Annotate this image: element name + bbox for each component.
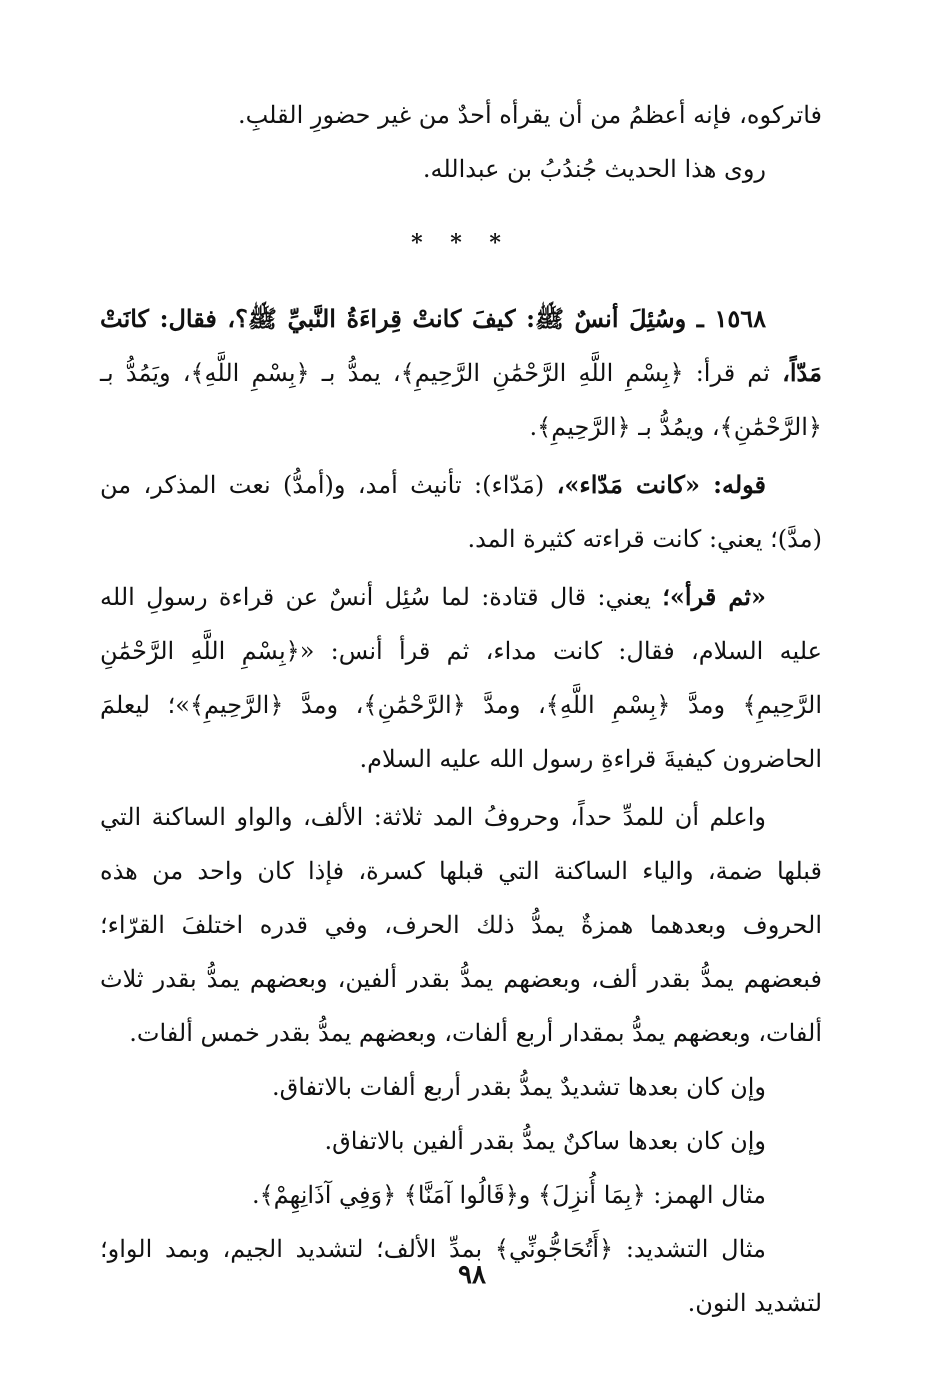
commentary-1-lead: قوله: «كانت مَدّاء»، <box>556 470 767 499</box>
paragraph-commentary-1 <box>100 458 822 566</box>
commentary-1-rest: (مَدّاء): تأنيث أمد، و(أمدُّ) نعت المذكر، من (مدَّ)؛ يعني: كانت قراءته كثيرة المد. <box>100 471 822 553</box>
paragraph-hadith-1568 <box>100 292 822 454</box>
paragraph-hamz-example: مثال الهمز: ﴿بِمَا أُنزِلَ﴾ و﴿قَالُوا آمَنَّا﴾ ﴿وَفِي آذَانِهِمْ﴾. <box>251 1181 766 1209</box>
paragraph-2: روى هذا الحديث جُندُبُ بن عبدالله. <box>422 155 766 183</box>
paragraph-sakin-rule: وإن كان بعدها ساكنٌ يمدُّ بقدر ألفين بالاتفاق. <box>324 1127 766 1155</box>
page-number: ٩٨ <box>458 1260 486 1290</box>
hadith-rest: ثم قرأ: ﴿بِسْمِ اللَّهِ الرَّحْمَٰنِ الرَّحِيمِ﴾، يمدُّ بـ ﴿بِسْمِ اللَّهِ﴾، ويَمُدُّ بـ ﴿الرَّحْمَٰنِ﴾، ويمُدُّ بـ ﴿الرَّحِيمِ﴾. <box>100 359 822 441</box>
page-body <box>100 88 822 1330</box>
section-separator: * * * <box>411 230 511 256</box>
paragraph-commentary-2 <box>100 570 822 786</box>
paragraph-1: فاتركوه، فإنه أعظمُ من أن يقرأه أحدٌ من غير حضورِ القلبِ. <box>237 101 822 129</box>
commentary-2-rest: يعني: قال قتادة: لما سُئِل أنسٌ عن قراءة رسولِ الله عليه السلام، فقال: كانت مداء، ثم قرأ أنس: «﴿بِسْمِ اللَّهِ الرَّحْمَٰنِ الرَّحِيمِ﴾ ومدَّ ﴿بِسْمِ اللَّهِ﴾، ومدَّ ﴿الرَّحْمَٰنِ﴾، ومدَّ ﴿الرَّحِيمِ﴾»؛ ليعلمَ الحاضرون كيفيةَ قراءةِ رسول الله عليه السلام. <box>100 583 822 773</box>
paragraph-tashdid-rule: وإن كان بعدها تشديدٌ يمدُّ بقدر أربع ألفات بالاتفاق. <box>271 1073 766 1101</box>
paragraph-madd-rules: واعلم أن للمدِّ حداً، وحروفُ المد ثلاثة: الألف، والواو الساكنة التي قبلها ضمة، والياء الساكنة التي قبلها كسرة، فإذا كان واحد من هذه الحروف وبعدهما همزةٌ يمدُّ ذلك الحرف، وفي قدره اختلفَ القرّاء؛ فبعضهم يمدُّ بقدر ألف، وبعضهم يمدُّ بقدر ألفين، وبعضهم يمدُّ بقدر ثلاث ألفات، وبعضهم يمدُّ بمقدار أربع ألفات، وبعضهم يمدُّ بقدر خمس ألفات. <box>100 803 822 1047</box>
paragraph-tashdid-example: مثال التشديد: ﴿أَتُحَاجُّونِّي﴾ بمدِّ الألف؛ لتشديد الجيم، وبمد الواو؛ لتشديد النون. <box>100 1235 822 1317</box>
commentary-2-lead: «ثم قرأ»؛ <box>662 582 766 611</box>
hadith-lead: ١٥٦٨ ـ وسُئِلَ أنسٌ ﷺ: كيفَ كانتْ قِراءَةُ النَّبيِّ ﷺ؟، فقال: كانَتْ مَدّاً، <box>100 304 822 387</box>
